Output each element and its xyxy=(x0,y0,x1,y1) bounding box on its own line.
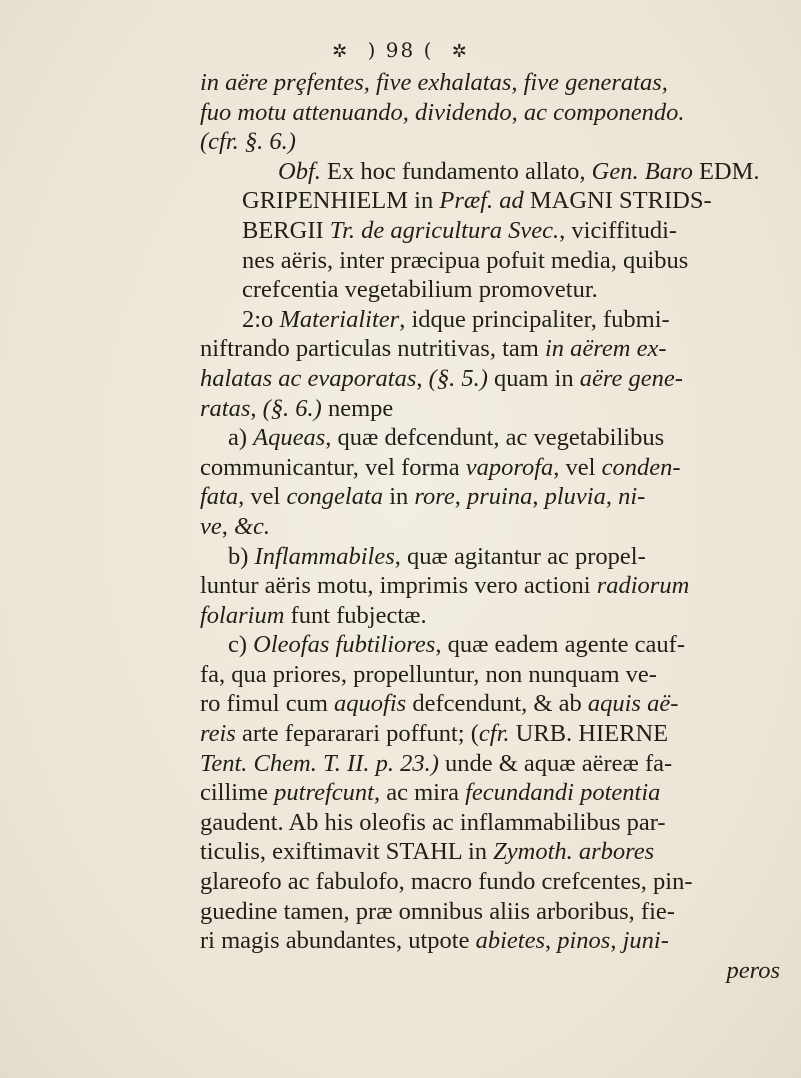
roman-run: unde & aquæ aëreæ fa- xyxy=(438,749,673,777)
page-header xyxy=(0,38,801,62)
roman-run: nes aëris, inter præcipua pofuit media, quibus xyxy=(242,246,689,274)
text-line xyxy=(200,423,790,453)
italic-run: juni- xyxy=(622,927,669,955)
italic-run: in aërem ex- xyxy=(544,335,667,363)
italic-run: halatas ac evaporatas xyxy=(200,364,417,392)
roman-run: crefcentia vegetabilium promovetur. xyxy=(242,276,598,304)
asterisk-ornament-icon: ✲ xyxy=(451,41,469,62)
roman-run: , xyxy=(250,394,263,422)
text-line xyxy=(200,778,790,808)
roman-run: funt fubjectæ. xyxy=(284,601,427,629)
roman-run: b) xyxy=(228,542,255,570)
italic-run: in aëre prȩfentes, five exhalatas, five generatas, xyxy=(200,69,668,96)
roman-run: gaudent. Ab his oleofis ac inflammabilibus par- xyxy=(200,808,666,836)
asterisk-ornament-icon: ✲ xyxy=(332,41,350,62)
roman-run: BERGII xyxy=(242,216,330,244)
roman-run: EDM. xyxy=(692,157,760,185)
text-line xyxy=(200,926,790,956)
text-line xyxy=(200,542,790,572)
catchword xyxy=(200,956,790,986)
roman-run: communicantur, vel forma xyxy=(200,453,466,481)
italic-run: fecundandi potentia xyxy=(465,779,661,807)
roman-run: 2:o xyxy=(242,305,280,333)
italic-run: Tr. de agricultura Svec. xyxy=(329,216,560,244)
roman-run: , xyxy=(605,483,619,511)
roman-run: , xyxy=(544,927,558,955)
italic-run: putrefcunt xyxy=(274,779,374,807)
text-line xyxy=(200,482,790,512)
text-line xyxy=(200,216,790,246)
italic-run: pruina xyxy=(467,483,533,511)
text-line xyxy=(200,157,790,187)
text-line xyxy=(200,512,790,542)
italic-run: pluvia xyxy=(544,483,606,511)
italic-run: (cfr. §. 6.) xyxy=(200,128,296,156)
body-text xyxy=(200,68,790,985)
roman-run: , xyxy=(454,483,467,511)
text-line xyxy=(200,749,790,779)
text-line xyxy=(200,275,790,305)
italic-run: Materialiter xyxy=(279,305,400,333)
text-line xyxy=(200,334,790,364)
roman-run: GRIPENHIELM in xyxy=(242,187,440,215)
roman-run: c) xyxy=(228,631,254,659)
italic-run: Oleofas fubtiliores xyxy=(253,631,436,659)
text-line xyxy=(200,364,790,394)
roman-run: Ex hoc fundamento allato, xyxy=(320,157,592,185)
text-line xyxy=(200,837,790,867)
italic-run: fuo motu attenuando, dividendo, ac componendo. xyxy=(200,98,685,126)
italic-run: reis xyxy=(200,720,236,748)
roman-run: MAGNI STRIDS- xyxy=(523,187,712,215)
text-line xyxy=(200,246,790,276)
italic-run: &c. xyxy=(234,512,271,540)
roman-run: , xyxy=(532,483,545,511)
roman-run: ticulis, exiftimavit STAHL in xyxy=(200,838,494,866)
italic-run: Obf. xyxy=(278,157,321,185)
italic-run: aquis aë- xyxy=(587,690,679,718)
roman-run: , quæ eadem agente cauf- xyxy=(435,631,685,659)
roman-run: glareofo ac fabulofo, macro fundo crefcentes, pin- xyxy=(200,868,693,896)
roman-run: a) xyxy=(228,424,254,452)
roman-run: luntur aëris motu, imprimis vero actioni xyxy=(200,572,597,600)
roman-run: niftrando particulas nutritivas, tam xyxy=(200,335,545,363)
text-line xyxy=(200,186,790,216)
italic-run: Zymoth. arbores xyxy=(493,838,655,866)
italic-run: (§. 5.) xyxy=(428,364,488,392)
roman-run: fa, qua priores, propelluntur, non nunquam ve- xyxy=(200,660,657,688)
text-line xyxy=(200,394,790,424)
roman-run: ri magis abundantes, utpote xyxy=(200,927,476,955)
text-line xyxy=(200,719,790,749)
text-line xyxy=(200,305,790,335)
roman-run: , xyxy=(610,927,623,955)
roman-run: arte fepararari poffunt; ( xyxy=(235,720,479,748)
italic-run: (§. 6.) xyxy=(262,394,322,422)
roman-run: in xyxy=(383,483,415,511)
italic-run: Aqueas xyxy=(253,424,326,452)
roman-run: URB. HIERNE xyxy=(509,720,669,748)
text-line xyxy=(200,601,790,631)
italic-run: Præf. ad xyxy=(439,187,524,215)
italic-run: Gen. Baro xyxy=(591,157,693,185)
italic-run: aquofis xyxy=(334,690,407,718)
italic-run: congelata xyxy=(286,483,384,511)
roman-run: , viciffitudi- xyxy=(559,216,678,244)
italic-run: folarium xyxy=(200,601,285,629)
text-line xyxy=(200,689,790,719)
roman-run: ro fimul cum xyxy=(200,690,335,718)
italic-run: rore xyxy=(414,483,455,511)
italic-run: vaporofa xyxy=(465,453,554,481)
roman-run: , xyxy=(416,364,429,392)
roman-run: , ac mira xyxy=(373,779,466,807)
page-number: ) 98 ( xyxy=(367,38,434,62)
roman-run: , vel xyxy=(238,483,287,511)
roman-run: , idque principaliter, fubmi- xyxy=(399,305,670,333)
text-line xyxy=(200,98,790,128)
text-line xyxy=(200,571,790,601)
italic-run: conden- xyxy=(601,453,681,481)
text-line xyxy=(200,630,790,660)
text-line xyxy=(200,808,790,838)
italic-run: abietes xyxy=(475,927,545,955)
italic-run: aëre gene- xyxy=(579,364,683,392)
roman-run: guedine tamen, præ omnibus aliis arboribus, fie- xyxy=(200,897,675,925)
italic-run: fata xyxy=(200,483,239,511)
italic-run: ratas xyxy=(200,394,251,422)
roman-run: , quæ agitantur ac propel- xyxy=(394,542,646,570)
text-line xyxy=(200,897,790,927)
text-line xyxy=(200,68,790,98)
roman-run: , xyxy=(221,512,234,540)
italic-run: Inflammabiles xyxy=(254,542,395,570)
italic-run: cfr. xyxy=(478,720,510,748)
italic-run: ni- xyxy=(618,483,646,511)
italic-run: peros xyxy=(726,956,780,984)
roman-run: nempe xyxy=(321,394,394,422)
italic-run: Tent. Chem. T. II. p. 23.) xyxy=(200,749,439,777)
text-line xyxy=(200,867,790,897)
italic-run: radiorum xyxy=(596,572,690,600)
roman-run: cillime xyxy=(200,779,275,807)
roman-run: quam in xyxy=(487,364,580,392)
roman-run: , vel xyxy=(553,453,602,481)
text-line xyxy=(200,660,790,690)
roman-run: , quæ defcendunt, ac vegetabilibus xyxy=(325,424,665,452)
italic-run: ve xyxy=(200,512,222,540)
text-line xyxy=(200,453,790,483)
roman-run: defcendunt, & ab xyxy=(406,690,588,718)
text-line xyxy=(200,127,790,157)
italic-run: pinos xyxy=(557,927,611,955)
